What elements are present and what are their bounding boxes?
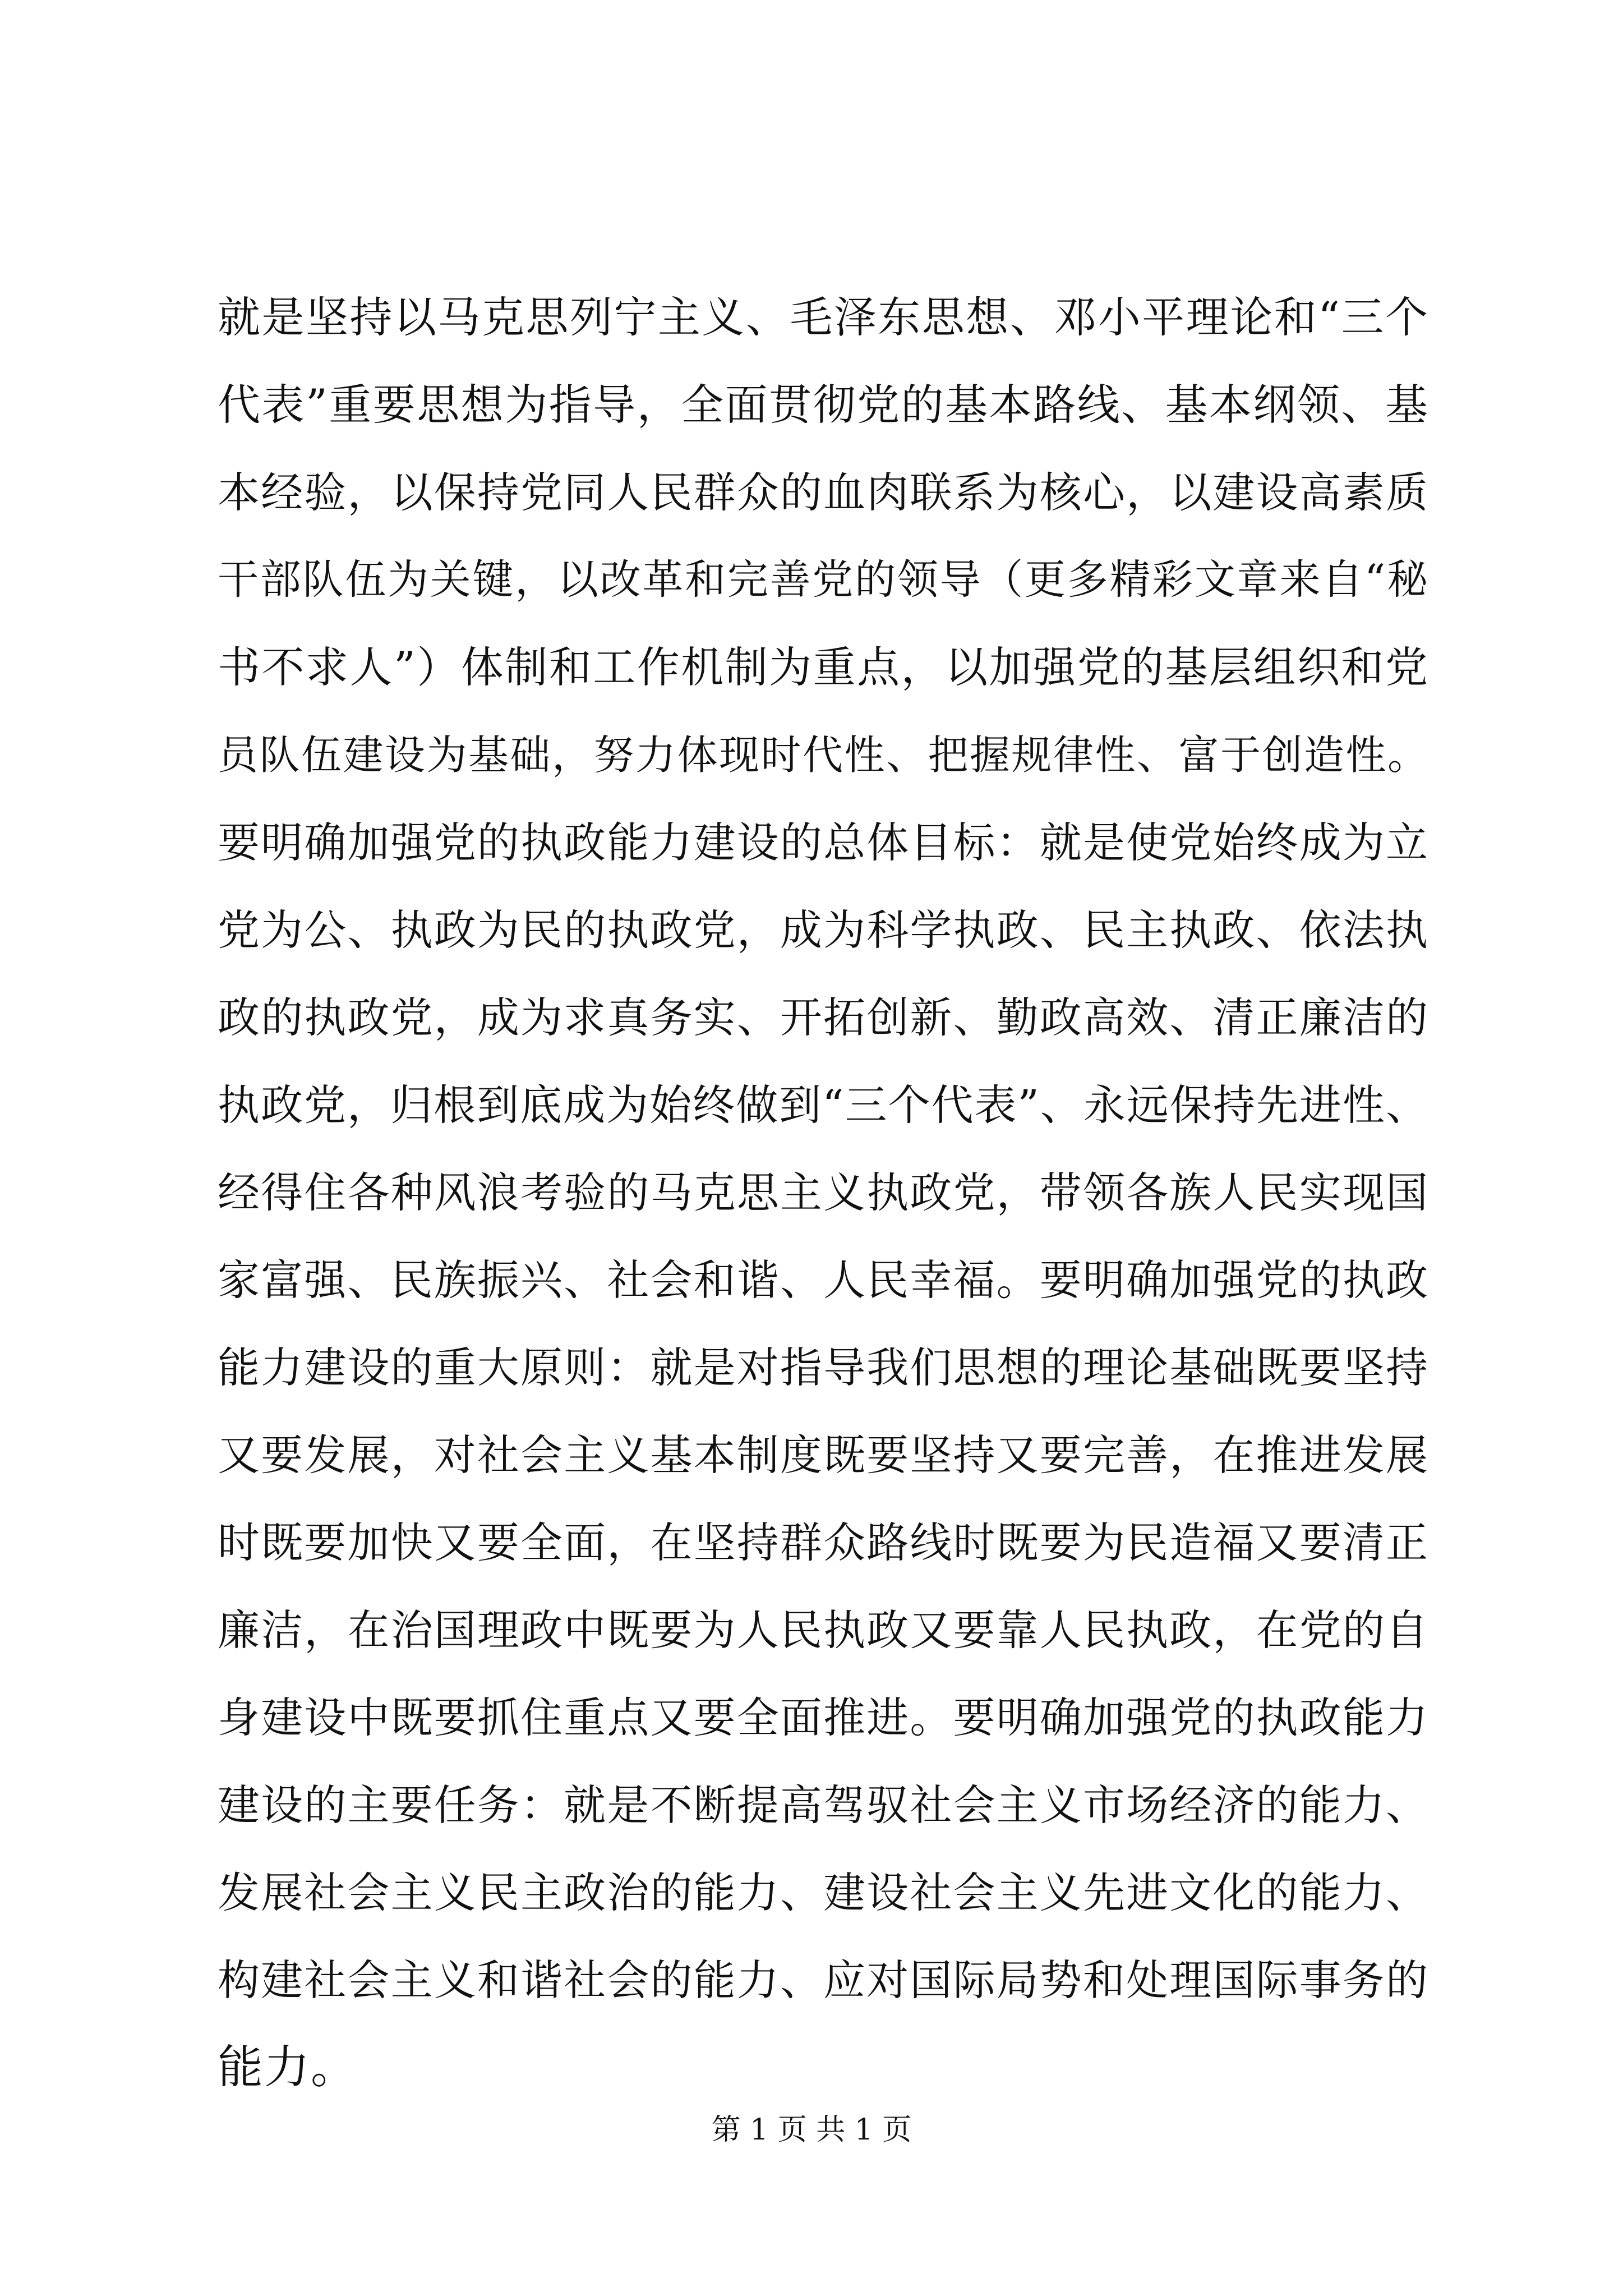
text-line: 执政党，归根到底成为始终做到“三个代表”、永远保持先进性、 — [218, 1080, 1429, 1130]
text-line: 员队伍建设为基础，努力体现时代性、把握规律性、富于创造性。 — [218, 731, 1429, 779]
text-line: 政的执政党，成为求真务实、开拓创新、勤政高效、清正廉洁的 — [218, 993, 1429, 1042]
text-line: 能力建设的重大原则：就是对指导我们思想的理论基础既要坚持 — [218, 1343, 1429, 1392]
text-line: 干部队伍为关键，以改革和完善党的领导（更多精彩文章来自“秘 — [218, 556, 1429, 604]
text-line: 建设的主要任务：就是不断提高驾驭社会主义市场经济的能力、 — [218, 1780, 1429, 1830]
page-footer: 第 1 页 共 1 页 — [711, 2113, 912, 2147]
text-line: 就是坚持以马克思列宁主义、毛泽东思想、邓小平理论和“三个 — [218, 292, 1429, 342]
text-line: 党为公、执政为民的执政党，成为科学执政、民主执政、依法执 — [218, 905, 1429, 955]
text-line: 书不求人”）体制和工作机制为重点，以加强党的基层组织和党 — [218, 642, 1429, 692]
text-line: 要明确加强党的执政能力建设的总体目标：就是使党始终成为立 — [218, 818, 1429, 867]
text-line: 又要发展，对社会主义基本制度既要坚持又要完善，在推进发展 — [218, 1430, 1429, 1480]
text-line: 廉洁，在治国理政中既要为人民执政又要靠人民执政，在党的自 — [218, 1605, 1429, 1655]
text-line: 构建社会主义和谐社会的能力、应对国际局势和处理国际事务的 — [218, 1955, 1429, 2005]
text-line: 家富强、民族振兴、社会和谐、人民幸福。要明确加强党的执政 — [218, 1255, 1429, 1305]
text-line: 本经验，以保持党同人民群众的血肉联系为核心，以建设高素质 — [218, 468, 1429, 517]
text-line: 身建设中既要抓住重点又要全面推进。要明确加强党的执政能力 — [218, 1693, 1429, 1742]
text-line: 发展社会主义民主政治的能力、建设社会主义先进文化的能力、 — [218, 1868, 1429, 1917]
text-line: 时既要加快又要全面，在坚持群众路线时既要为民造福又要清正 — [218, 1518, 1429, 1567]
body-paragraph — [218, 274, 1429, 2111]
text-line: 代表”重要思想为指导，全面贯彻党的基本路线、基本纲领、基 — [218, 380, 1429, 430]
text-line: 经得住各种风浪考验的马克思主义执政党，带领各族人民实现国 — [218, 1168, 1429, 1217]
text-line: 能力。 — [218, 2041, 358, 2094]
